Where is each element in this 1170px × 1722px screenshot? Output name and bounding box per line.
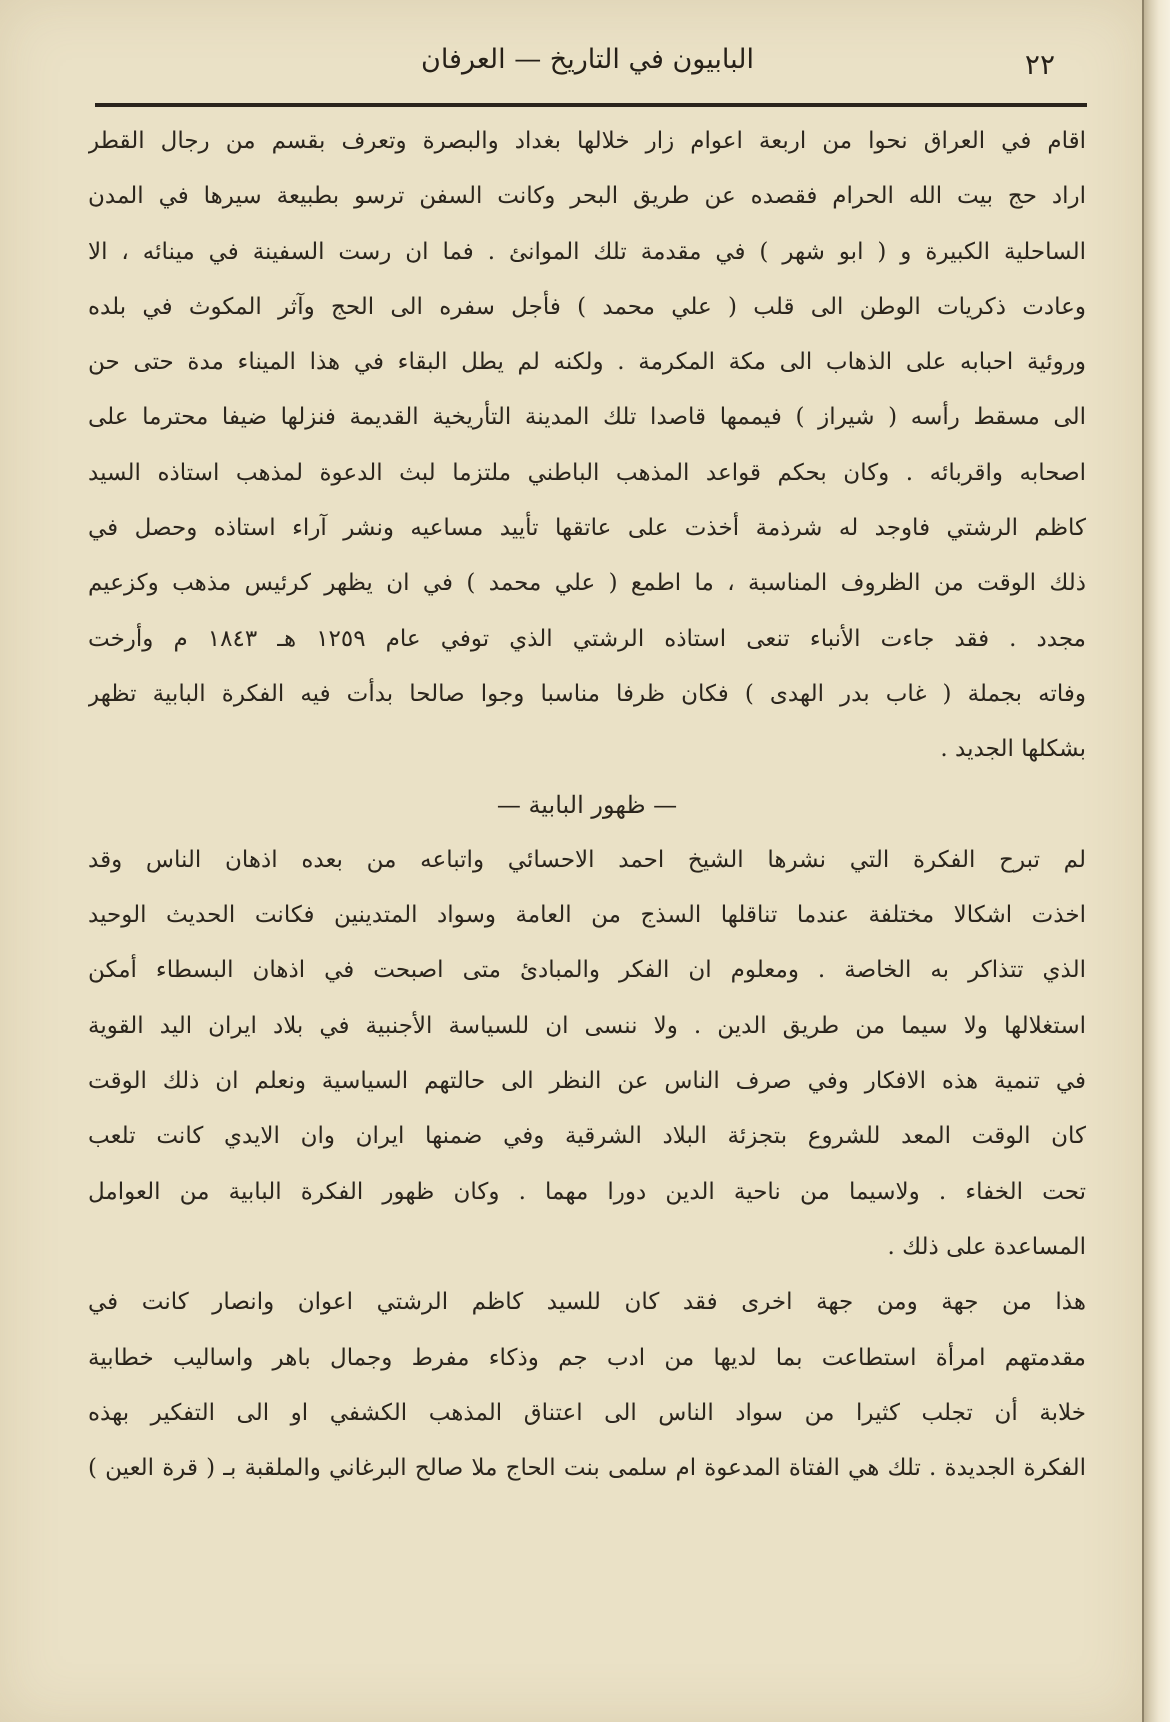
page-edge xyxy=(1142,0,1170,1722)
text-line: الذي تتذاكر به الخاصة . ومعلوم ان الفكر والمبادئ متى اصبحت في اذهان البسطاء أمكن xyxy=(88,957,1086,984)
text-line: اقام في العراق نحوا من اربعة اعوام زار خلالها بغداد والبصرة وتعرف بقسم من رجال القطر xyxy=(88,128,1086,154)
paragraph-1 xyxy=(88,114,1086,778)
header-rule xyxy=(95,103,1087,107)
text-line: بشكلها الجديد . xyxy=(940,736,1086,763)
text-line: اراد حج بيت الله الحرام فقصده عن طريق البحر وكانت السفن ترسو بطبيعة سيرها في المدن xyxy=(88,183,1086,210)
page-number: ٢٢ xyxy=(1024,48,1055,81)
text-line: مجدد . فقد جاءت الأنباء تنعى استاذه الرشتي الذي توفي عام ١٢٥٩ هـ ١٨٤٣ م وأرخت xyxy=(88,625,1086,652)
text-line: خلابة أن تجلب كثيرا من سواد الناس الى اعتناق المذهب الكشفي او الى التفكير بهذه xyxy=(88,1399,1086,1426)
text-line: اخذت اشكالا مختلفة عندما تناقلها السذج من العامة وسواد المتدينين فكانت الحديث الوحيد xyxy=(88,902,1086,929)
text-line: في تنمية هذه الافكار وفي صرف الناس عن النظر الى حالتهم السياسية ونعلم ان ذلك الوقت xyxy=(88,1068,1086,1095)
running-title: البابيون في التاريخ — العرفان xyxy=(421,44,754,75)
text-line: استغلالها ولا سيما من طريق الدين . ولا ننسى ان للسياسة الأجنبية في بلاد ايران اليد القوية xyxy=(88,1012,1086,1039)
text-line: تحت الخفاء . ولاسيما من ناحية الدين دورا مهما . وكان ظهور الفكرة البابية من العوامل xyxy=(88,1178,1086,1205)
text-line: مقدمتهم امرأة استطاعت بما لديها من ادب جم وذكاء مفرط وجمال باهر واساليب خطابية xyxy=(88,1344,1086,1371)
section-heading: — ظهور البابية — xyxy=(496,790,678,819)
text-line: الى مسقط رأسه ( شيراز ) فيممها قاصدا تلك المدينة التأريخية القديمة فنزلها ضيفا محترما على xyxy=(88,404,1086,431)
text-line: هذا من جهة ومن جهة اخرى فقد كان للسيد كاظم الرشتي اعوان وانصار كانت في xyxy=(88,1289,1086,1316)
page-header xyxy=(90,40,1085,98)
paragraph-3 xyxy=(88,1275,1086,1496)
paragraph-2 xyxy=(88,833,1086,1275)
body-text xyxy=(88,114,1086,1496)
text-line: وفاته بجملة ( غاب بدر الهدى ) فكان ظرفا مناسبا وجوا صالحا بدأت فيه الفكرة البابية تظهر xyxy=(88,680,1086,707)
text-line: وروئية احبابه على الذهاب الى مكة المكرمة . ولكنه لم يطل البقاء في هذا الميناء مدة حتى حن xyxy=(88,349,1086,376)
text-line: الساحلية الكبيرة و ( ابو شهر ) في مقدمة تلك الموانئ . فما ان رست السفينة في مينائه ، الا xyxy=(88,238,1086,265)
text-line: المساعدة على ذلك . xyxy=(887,1233,1086,1260)
text-line: ذلك الوقت من الظروف المناسبة ، ما اطمع ( علي محمد ) في ان يظهر كرئيس مذهب وكزعيم xyxy=(88,570,1086,597)
text-line: الفكرة الجديدة . تلك هي الفتاة المدعوة ام سلمى بنت الحاج ملا صالح البرغاني والملقبة بـ ( قرة العين ) xyxy=(88,1455,1086,1482)
text-line: وعادت ذكريات الوطن الى قلب ( علي محمد ) فأجل سفره الى الحج وآثر المكوث في بلده xyxy=(88,293,1086,320)
text-line: اصحابه واقربائه . وكان بحكم قواعد المذهب الباطني ملتزما لبث الدعوة لمذهب استاذه السيد xyxy=(88,459,1086,486)
page-edge-line xyxy=(1142,0,1144,1722)
text-line: كاظم الرشتي فاوجد له شرذمة أخذت على عاتقها تأييد مساعيه ونشر آراء استاذه وحصل في xyxy=(88,515,1086,542)
text-line: كان الوقت المعد للشروع بتجزئة البلاد الشرقية وفي ضمنها ايران وان الايدي كانت تلعب xyxy=(88,1123,1086,1150)
text-line: لم تبرح الفكرة التي نشرها الشيخ احمد الاحسائي واتباعه من بعده اذهان الناس وقد xyxy=(88,846,1086,873)
